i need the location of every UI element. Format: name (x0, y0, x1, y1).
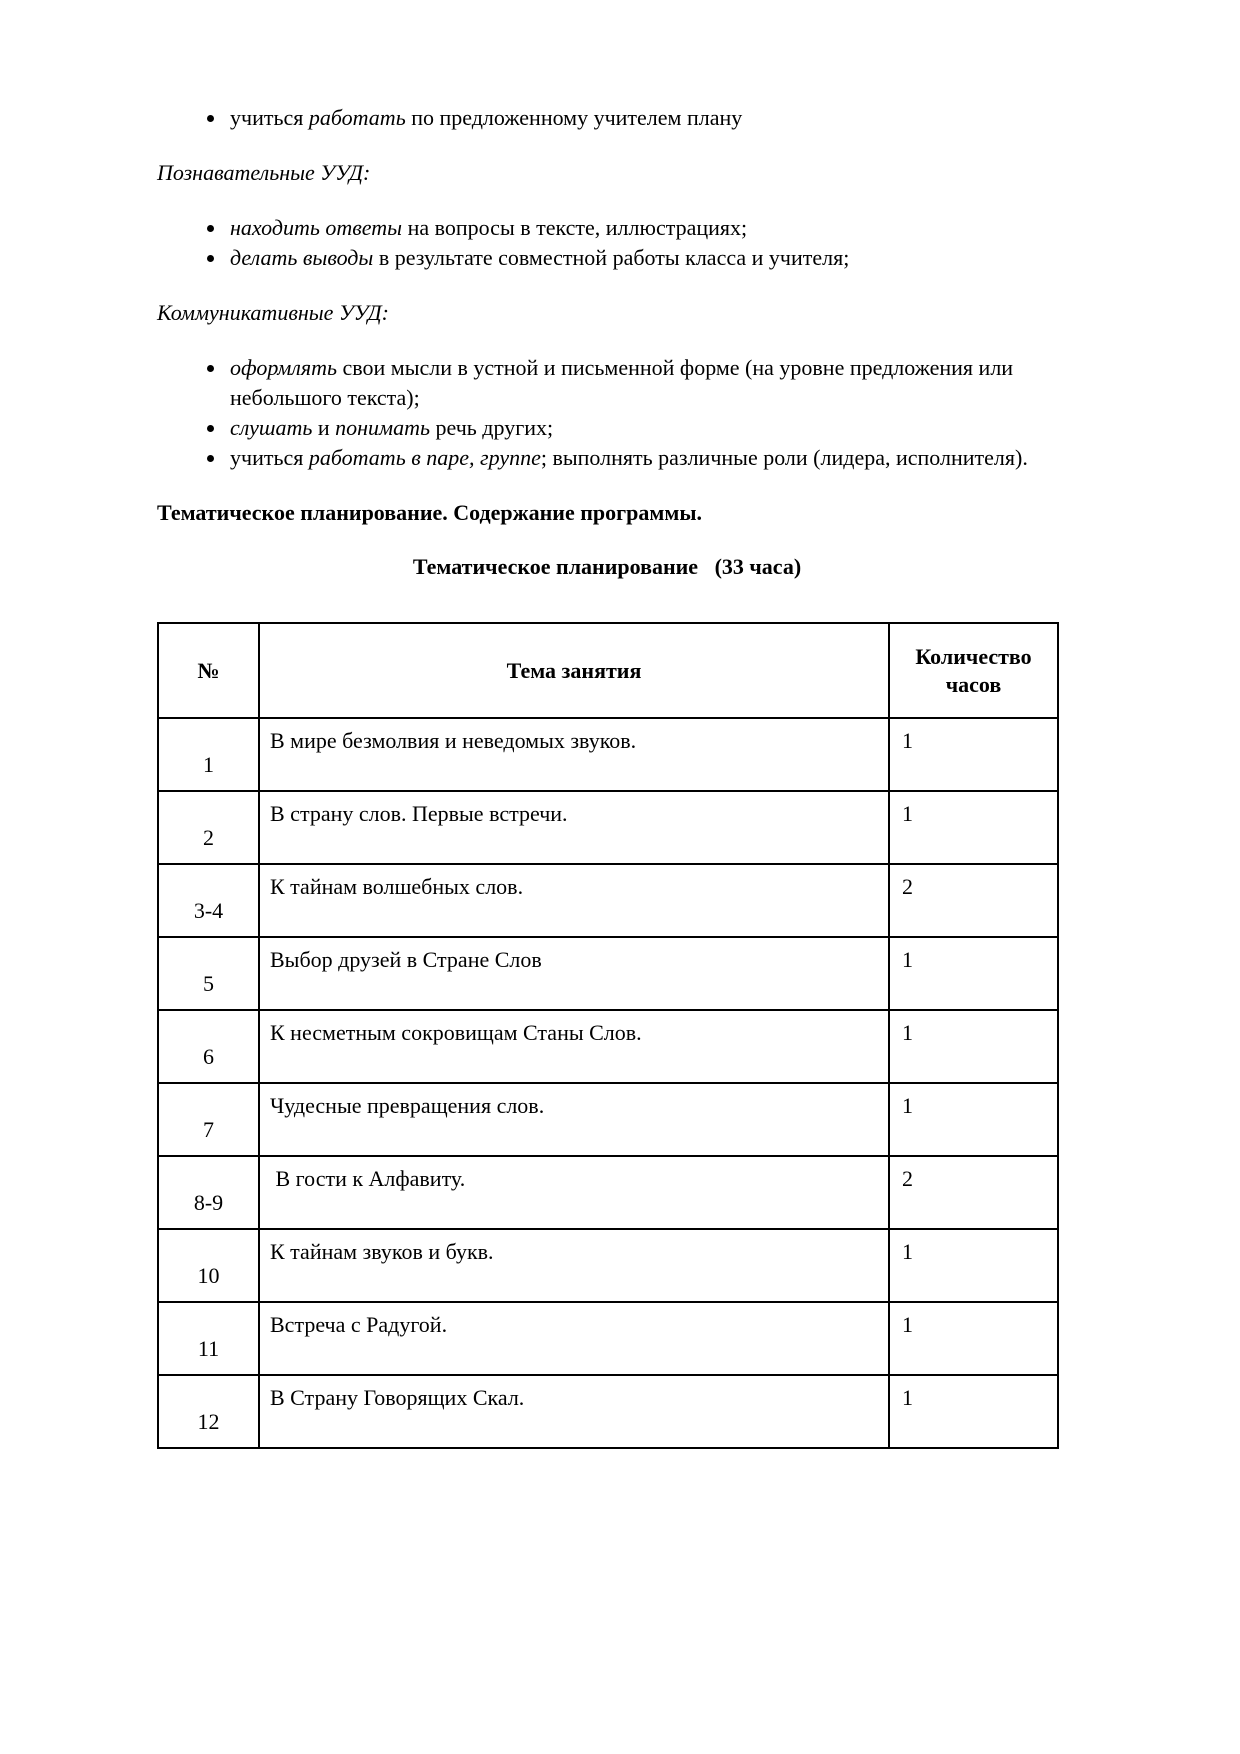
row-topic: К тайнам волшебных слов. (259, 864, 889, 937)
list-item: • учиться работать по предложенному учителем плану (227, 103, 1057, 133)
row-topic: К несметным сокровищам Станы Слов. (259, 1010, 889, 1083)
row-hours: 1 (889, 1083, 1058, 1156)
row-hours: 1 (889, 1229, 1058, 1302)
row-number: 8-9 (158, 1156, 259, 1229)
section-heading-communicative: Коммуникативные УУД: (157, 300, 389, 325)
table-row (158, 1156, 1058, 1229)
row-topic: В мире безмолвия и неведомых звуков. (259, 718, 889, 791)
list-item: • учиться работать в паре, группе; выполнять различные роли (лидера, исполнителя). (227, 443, 1057, 473)
row-topic: В Страну Говорящих Скал. (259, 1375, 889, 1448)
table-row (158, 791, 1058, 864)
list-item: • находить ответы на вопросы в тексте, иллюстрациях; (227, 213, 1057, 243)
row-hours: 1 (889, 718, 1058, 791)
table-row (158, 937, 1058, 1010)
row-number: 1 (158, 718, 259, 791)
row-number: 7 (158, 1083, 259, 1156)
row-hours: 2 (889, 1156, 1058, 1229)
row-hours: 1 (889, 937, 1058, 1010)
table-row (158, 718, 1058, 791)
table-title: Тематическое планирование (33 часа) (412, 554, 802, 579)
schedule-table (157, 622, 1059, 1449)
row-number: 5 (158, 937, 259, 1010)
row-number: 10 (158, 1229, 259, 1302)
section-title: Тематическое планирование. Содержание программы. (157, 500, 702, 525)
row-hours: 1 (889, 1375, 1058, 1448)
list-item: • оформлять свои мысли в устной и письменной форме (на уровне предложения или небольшого текста); (227, 353, 1057, 413)
header-topic: Тема занятия (259, 623, 889, 718)
table-row (158, 864, 1058, 937)
cognitive-bullet-list (157, 213, 1057, 273)
list-item: • слушать и понимать речь других; (227, 413, 1057, 443)
row-hours: 1 (889, 1010, 1058, 1083)
table-row (158, 1375, 1058, 1448)
row-number: 3-4 (158, 864, 259, 937)
row-number: 11 (158, 1302, 259, 1375)
row-number: 6 (158, 1010, 259, 1083)
row-hours: 2 (889, 864, 1058, 937)
row-hours: 1 (889, 1302, 1058, 1375)
table-row (158, 1010, 1058, 1083)
row-topic: В страну слов. Первые встречи. (259, 791, 889, 864)
row-number: 2 (158, 791, 259, 864)
header-hours: Количество часов (889, 623, 1058, 718)
table-row (158, 1229, 1058, 1302)
header-number: № (158, 623, 259, 718)
row-topic: Выбор друзей в Стране Слов (259, 937, 889, 1010)
row-topic: В гости к Алфавиту. (259, 1156, 889, 1229)
table-header-row (158, 623, 1058, 718)
table-row (158, 1083, 1058, 1156)
table-row (158, 1302, 1058, 1375)
row-topic: Встреча с Радугой. (259, 1302, 889, 1375)
row-topic: Чудесные превращения слов. (259, 1083, 889, 1156)
intro-bullet-list (157, 103, 1057, 133)
row-number: 12 (158, 1375, 259, 1448)
row-topic: К тайнам звуков и букв. (259, 1229, 889, 1302)
section-heading-cognitive: Познавательные УУД: (157, 160, 371, 185)
list-item: • делать выводы в результате совместной работы класса и учителя; (227, 243, 1057, 273)
row-hours: 1 (889, 791, 1058, 864)
communicative-bullet-list (157, 353, 1057, 473)
